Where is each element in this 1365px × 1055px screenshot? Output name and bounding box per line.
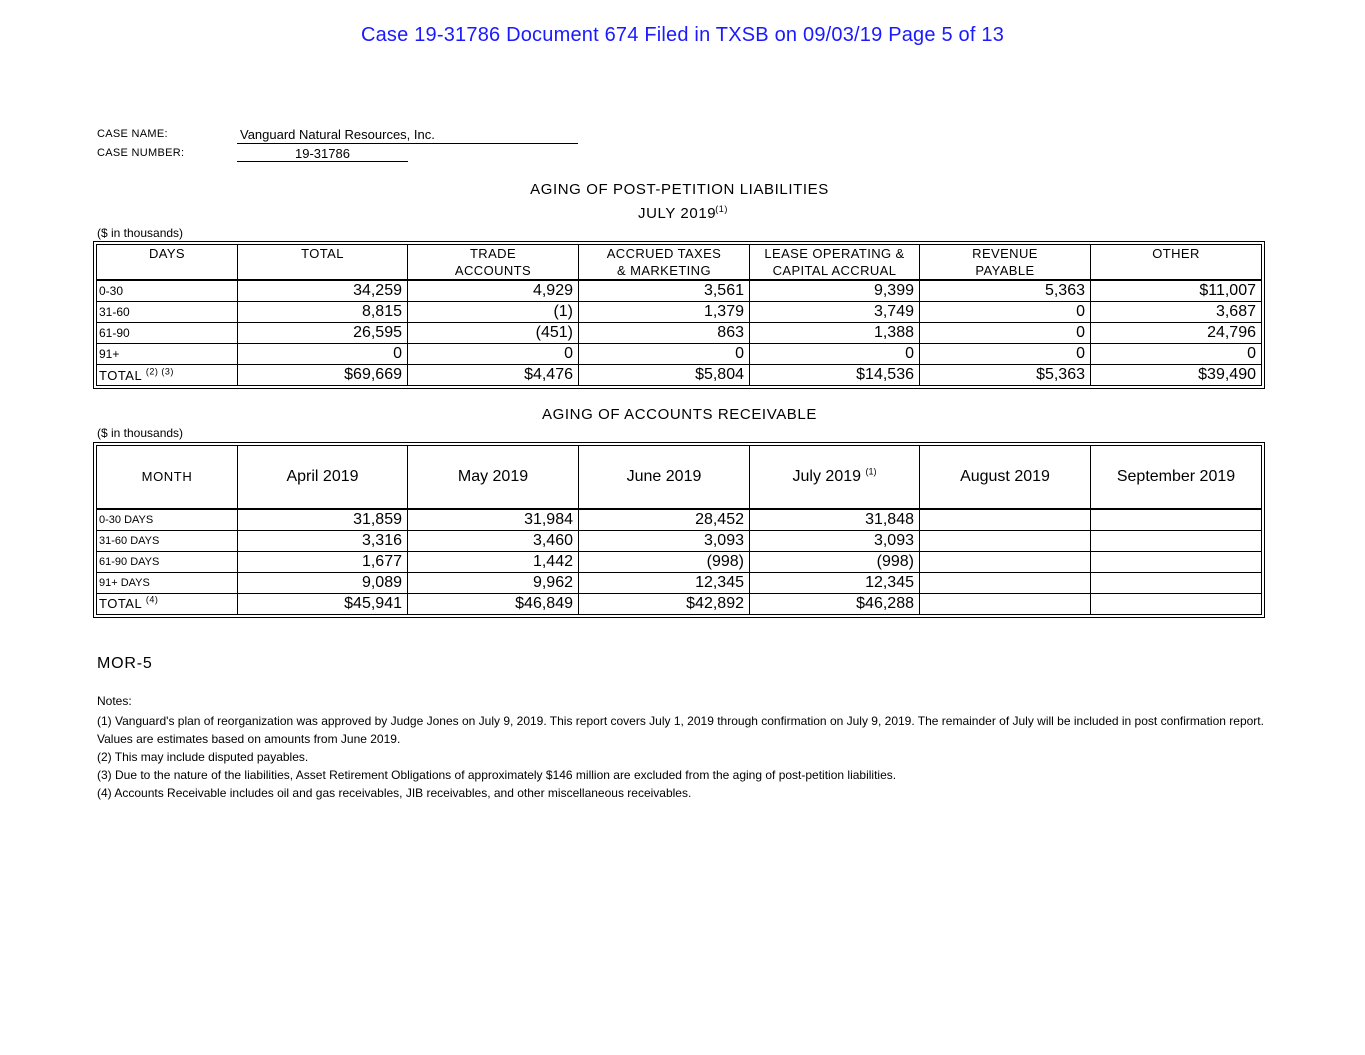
cell: $5,363	[920, 365, 1091, 386]
table-row	[97, 302, 1262, 323]
cell: 3,093	[579, 530, 750, 551]
cell: 0	[408, 344, 579, 365]
cell: 1,442	[408, 551, 579, 572]
cell: $42,892	[579, 593, 750, 614]
cell: 8,815	[238, 302, 408, 323]
liabilities-subtitle: JULY 2019$^{(1)}$	[637, 204, 729, 222]
table-row	[97, 572, 1262, 593]
cell: 0	[1091, 344, 1262, 365]
cell: 1,388	[750, 323, 920, 344]
receivables-header-row	[97, 446, 1262, 509]
cell	[920, 551, 1091, 572]
cell: (998)	[579, 551, 750, 572]
col-header-july: July 2019 $^{(1)}$	[750, 446, 920, 509]
cell: 12,345	[579, 572, 750, 593]
cell: 1,379	[579, 302, 750, 323]
filing-stamp: Case 19-31786 Document 674 Filed in TXSB on 09/03/19 Page 5 of 13	[360, 24, 1005, 46]
cell: 26,595	[238, 323, 408, 344]
col-header-september: September 2019	[1091, 446, 1262, 509]
cell	[920, 509, 1091, 531]
row-label: 61-90 DAYS	[97, 551, 238, 572]
case-number-field	[237, 145, 408, 162]
cell: $14,536	[750, 365, 920, 386]
cell: 1,677	[238, 551, 408, 572]
cell: 9,962	[408, 572, 579, 593]
cell: 12,345	[750, 572, 920, 593]
receivables-title: AGING OF ACCOUNTS RECEIVABLE	[542, 406, 817, 423]
cell: 9,089	[238, 572, 408, 593]
note-item: (3) Due to the nature of the liabilities, Asset Retirement Obligations of approximately $146 million are excluded from the aging of post-petition liabilities.	[97, 768, 897, 782]
col-header-june: June 2019	[579, 446, 750, 509]
table-row	[97, 509, 1262, 531]
cell: 4,929	[408, 280, 579, 302]
col-header-other: OTHER	[1091, 245, 1262, 281]
cell	[1091, 530, 1262, 551]
liabilities-units: ($ in thousands)	[97, 226, 184, 240]
cell: 863	[579, 323, 750, 344]
receivables-units: ($ in thousands)	[97, 426, 184, 440]
col-header-may: May 2019	[408, 446, 579, 509]
col-header-accrued-taxes: ACCRUED TAXES & MARKETING	[579, 245, 750, 281]
total-label: TOTAL $^{(2) (3)}$	[97, 365, 238, 386]
total-label: TOTAL $^{(4)}$	[97, 593, 238, 614]
cell	[920, 530, 1091, 551]
cell: (1)	[408, 302, 579, 323]
case-number-value: 19-31786	[295, 146, 350, 161]
cell: 3,561	[579, 280, 750, 302]
cell: $69,669	[238, 365, 408, 386]
note-item: (4) Accounts Receivable includes oil and gas receivables, JIB receivables, and other miscellaneous receivables.	[97, 786, 692, 800]
case-number-label: CASE NUMBER:	[97, 147, 185, 159]
total-note: (2) (3)	[145, 366, 174, 377]
case-name-field	[237, 126, 578, 144]
row-label: 61-90	[97, 323, 238, 344]
note-item: (1) Vanguard's plan of reorganization was approved by Judge Jones on July 9, 2019. This report covers July 1, 2019 through confirmation on July 9, 2019. The remainder of July will be included in post confirmation report. Values are estimates based on amounts from June 2019.	[97, 714, 1264, 746]
col-header-total: TOTAL	[238, 245, 408, 281]
col-header-month: MONTH	[97, 446, 238, 509]
row-label: 31-60 DAYS	[97, 530, 238, 551]
cell: (998)	[750, 551, 920, 572]
cell: 3,687	[1091, 302, 1262, 323]
cell: 3,749	[750, 302, 920, 323]
liabilities-table	[96, 244, 1262, 386]
row-label: 0-30	[97, 280, 238, 302]
case-name-label: CASE NAME:	[97, 128, 168, 140]
table-row	[97, 280, 1262, 302]
col-header-revenue-payable: REVENUE PAYABLE	[920, 245, 1091, 281]
cell: 3,316	[238, 530, 408, 551]
col-header-trade: TRADE ACCOUNTS	[408, 245, 579, 281]
cell: $11,007	[1091, 280, 1262, 302]
cell: (451)	[408, 323, 579, 344]
row-label: 91+ DAYS	[97, 572, 238, 593]
case-name-value: Vanguard Natural Resources, Inc.	[240, 127, 435, 142]
cell: 3,460	[408, 530, 579, 551]
receivables-table	[96, 445, 1262, 615]
col-header-august: August 2019	[920, 446, 1091, 509]
table-row	[97, 323, 1262, 344]
cell: 0	[238, 344, 408, 365]
table-row	[97, 551, 1262, 572]
table-row	[97, 530, 1262, 551]
col-header-lease-operating: LEASE OPERATING & CAPITAL ACCRUAL	[750, 245, 920, 281]
col-header-april: April 2019	[238, 446, 408, 509]
cell: 31,859	[238, 509, 408, 531]
cell: 31,984	[408, 509, 579, 531]
cell: 0	[920, 344, 1091, 365]
liabilities-header-row	[97, 245, 1262, 281]
cell	[920, 572, 1091, 593]
total-note: (4)	[145, 594, 159, 605]
cell: 0	[750, 344, 920, 365]
cell: 9,399	[750, 280, 920, 302]
cell: 31,848	[750, 509, 920, 531]
cell: 34,259	[238, 280, 408, 302]
cell: 5,363	[920, 280, 1091, 302]
cell: $46,849	[408, 593, 579, 614]
col-header-days: DAYS	[97, 245, 238, 281]
cell: 0	[920, 302, 1091, 323]
table-row	[97, 344, 1262, 365]
cell	[1091, 593, 1262, 614]
row-label: 31-60	[97, 302, 238, 323]
liabilities-subtitle-note: (1)	[715, 204, 729, 214]
cell: $45,941	[238, 593, 408, 614]
row-label: 91+	[97, 344, 238, 365]
cell: 0	[920, 323, 1091, 344]
cell: 3,093	[750, 530, 920, 551]
form-id: MOR-5	[97, 655, 153, 672]
july-note: (1)	[865, 466, 877, 477]
total-row	[97, 365, 1262, 386]
note-item: (2) This may include disputed payables.	[97, 750, 309, 764]
cell: 0	[579, 344, 750, 365]
cell	[920, 593, 1091, 614]
cell: $4,476	[408, 365, 579, 386]
total-row	[97, 593, 1262, 614]
cell: 28,452	[579, 509, 750, 531]
cell	[1091, 572, 1262, 593]
cell	[1091, 551, 1262, 572]
notes-section	[97, 692, 1277, 802]
cell: $5,804	[579, 365, 750, 386]
cell: 24,796	[1091, 323, 1262, 344]
notes-heading: Notes:	[97, 694, 132, 708]
cell	[1091, 509, 1262, 531]
cell: $39,490	[1091, 365, 1262, 386]
row-label: 0-30 DAYS	[97, 509, 238, 531]
cell: $46,288	[750, 593, 920, 614]
liabilities-title: AGING OF POST-PETITION LIABILITIES	[530, 181, 829, 198]
